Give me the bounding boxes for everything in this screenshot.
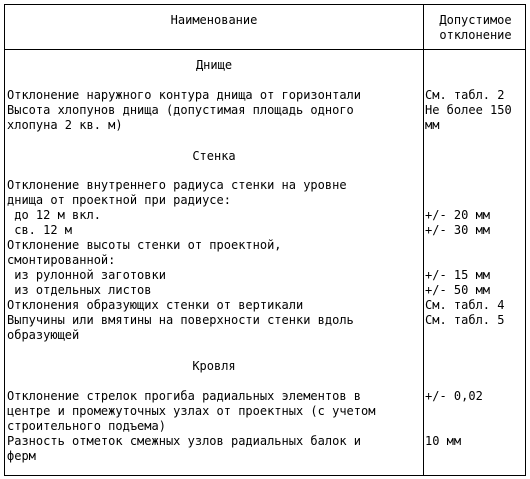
row-name: смонтированной: [7,253,116,267]
row-value: +/- 30 мм [425,223,491,237]
row-value: +/- 50 мм [425,283,491,297]
row-name: Отклонение наружного контура днища от горизонтали [7,88,362,102]
row-name: св. 12 м [7,223,73,237]
row-name: из рулонной заготовки [7,268,166,282]
row-value: +/- 0,02 [425,389,483,403]
row-name: строительного подъема) [7,419,166,433]
row-value: Не более 150 [425,103,512,117]
row-value: мм [425,118,440,132]
row-name: до 12 м вкл. [7,208,101,222]
column-divider [423,5,424,475]
row-name: днища от проектной при радиусе: [7,193,231,207]
row-name: хлопуна 2 кв. м) [7,118,123,132]
section-title-roof: Кровля [192,359,236,373]
header-name: Наименование [170,13,258,27]
section-title-bottom: Днище [195,58,233,72]
row-name: Отклонение высоты стенки от проектной, [7,238,282,252]
row-name: Выпучины или вмятины на поверхности стенки вдоль [7,313,354,327]
row-value: +/- 15 мм [425,268,491,282]
row-name: центре и промежуточных узлах от проектных (с учетом [7,404,376,418]
row-name: Разность отметок смежных узлов радиальных балок и [7,434,362,448]
header-deviation-line2: отклонение [439,28,512,42]
row-name: образующей [7,328,80,342]
row-name: Отклонения образующих стенки от вертикали [7,298,304,312]
row-value: +/- 20 мм [425,208,491,222]
row-name: Отклонение стрелок прогиба радиальных элементов в [7,389,362,403]
row-value: 10 мм [425,434,462,448]
row-name: Отклонение внутреннего радиуса стенки на уровне [7,178,347,192]
row-value: См. табл. 2 [425,88,505,102]
row-name: из отдельных листов [7,283,152,297]
header-deviation-line1: Допустимое [439,13,512,27]
row-value: См. табл. 5 [425,313,505,327]
header-divider [5,49,525,50]
row-name: Высота хлопунов днища (допустимая площадь одного [7,103,354,117]
deviation-table [4,4,526,476]
row-value: См. табл. 4 [425,298,505,312]
row-name: ферм [7,449,36,463]
section-title-wall: Стенка [192,149,236,163]
